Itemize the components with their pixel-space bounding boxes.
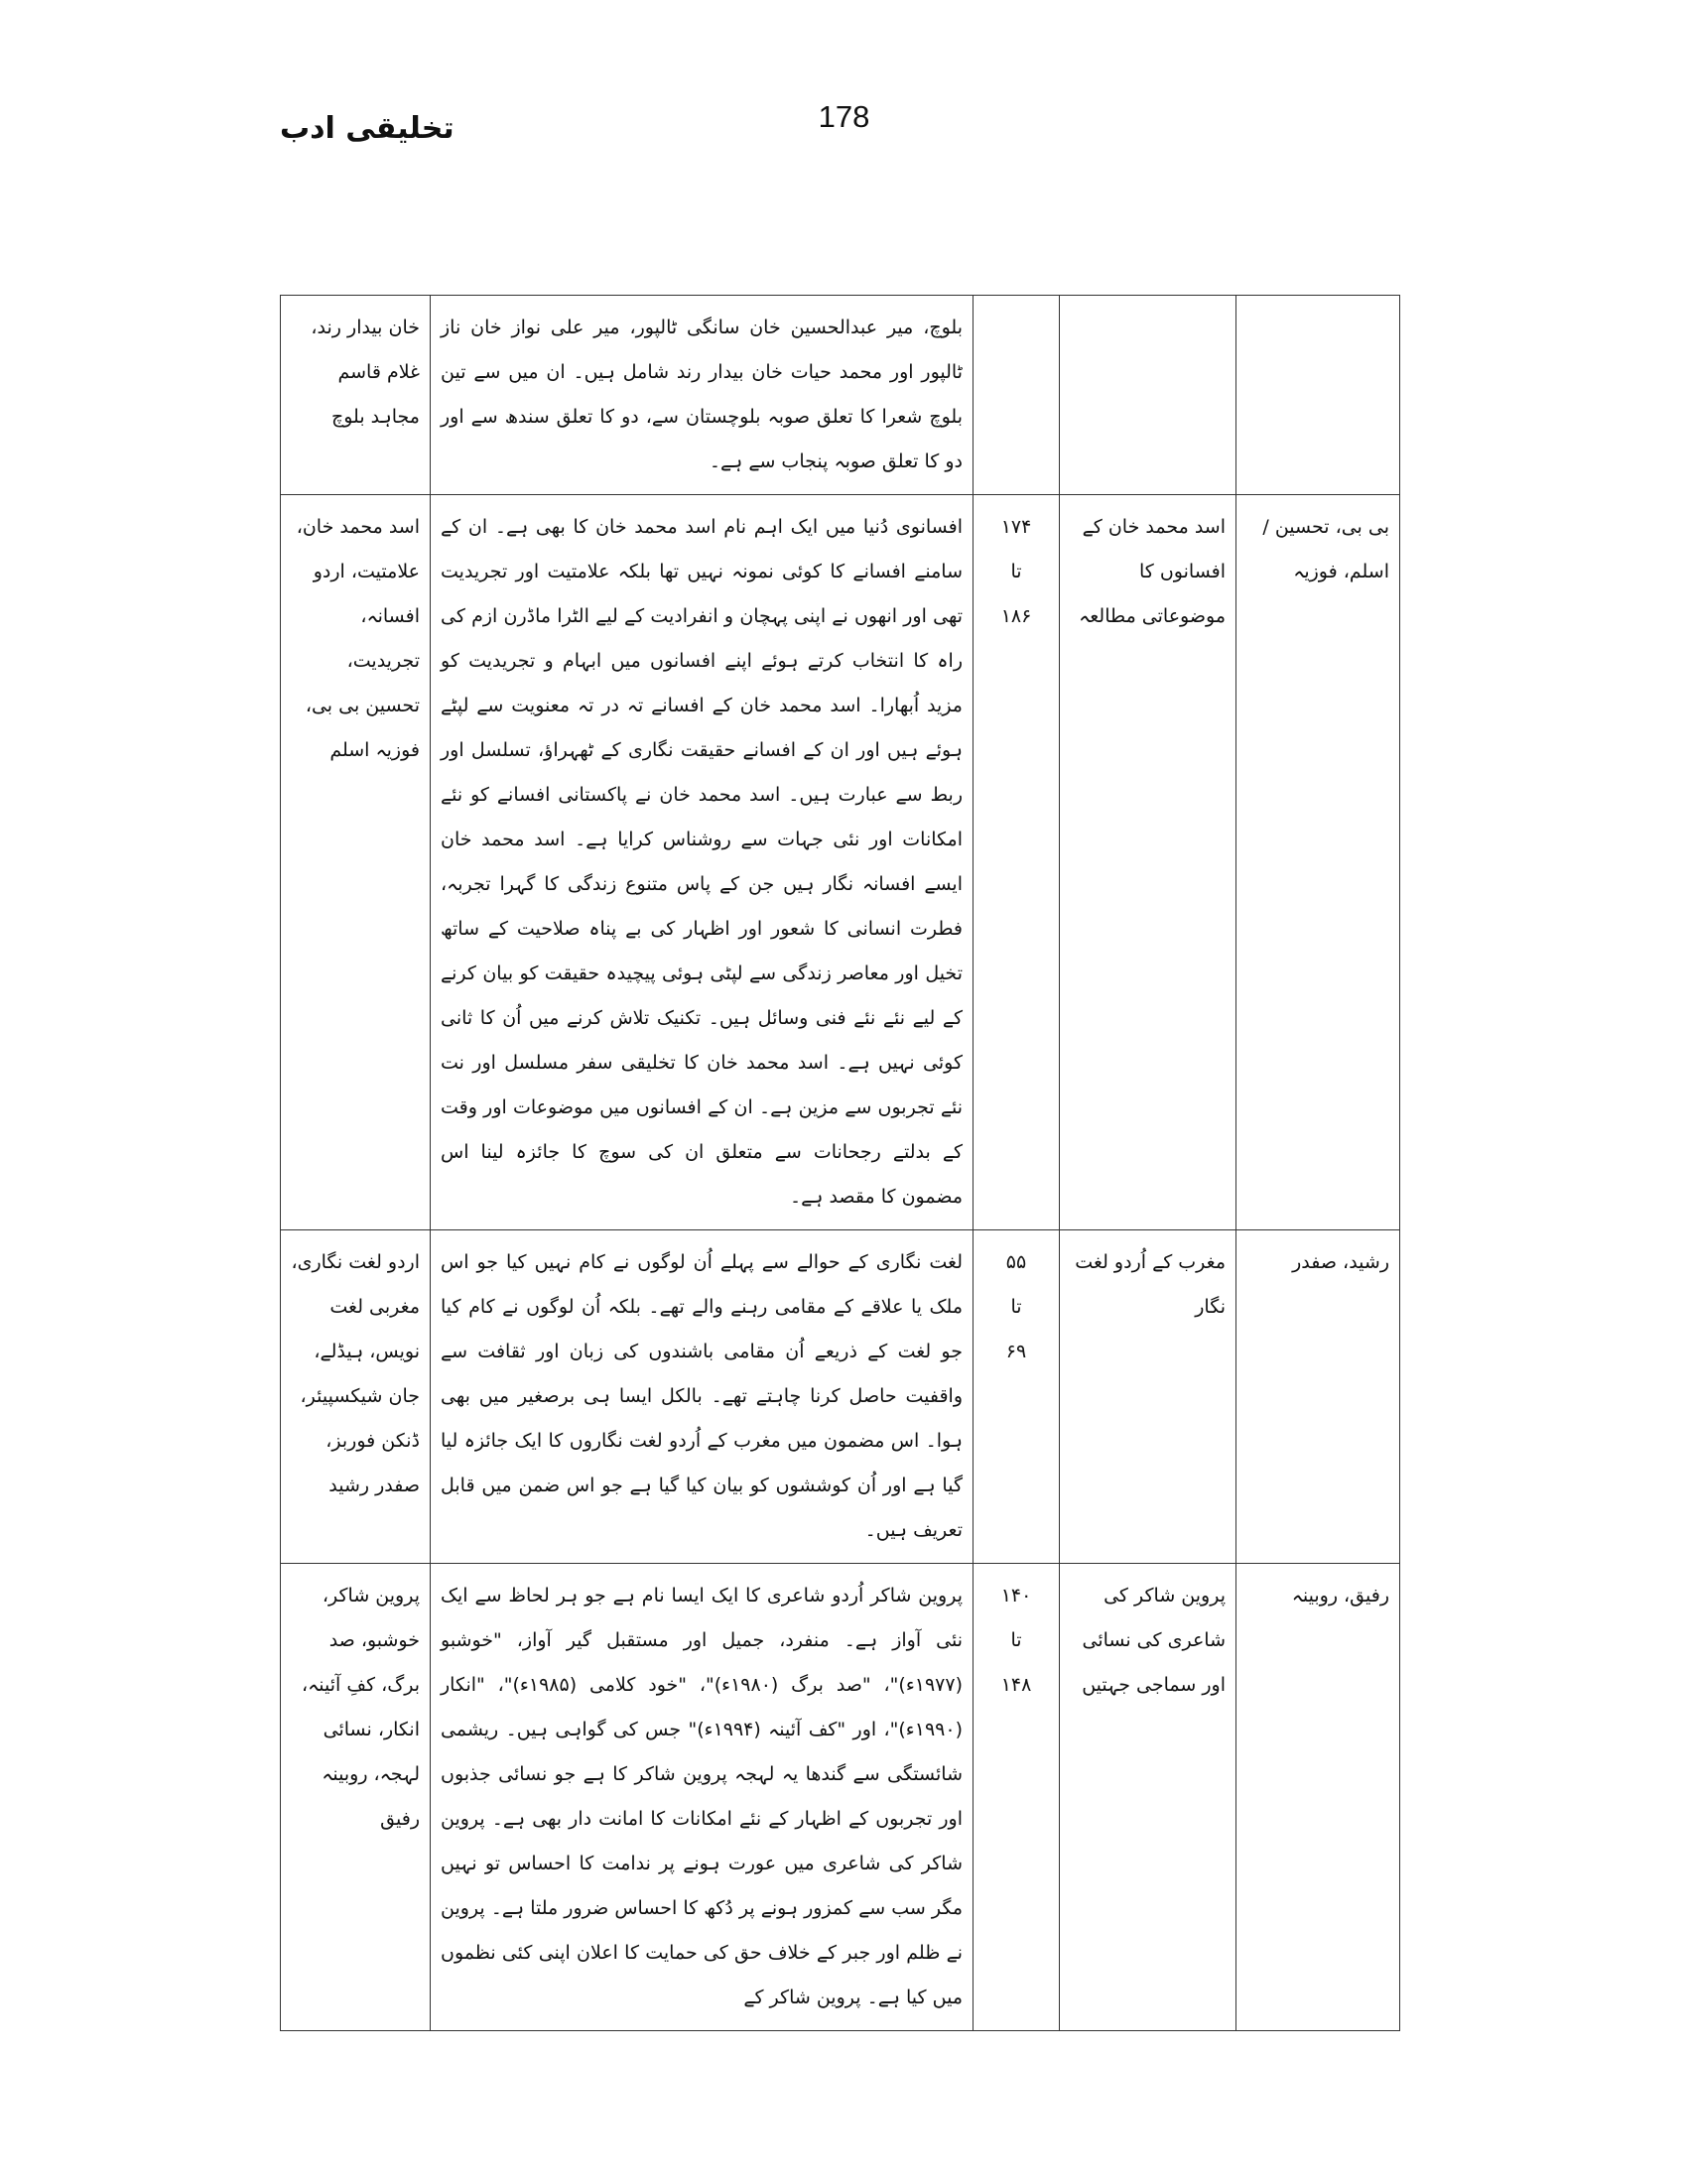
page-range-separator: تا <box>1010 1629 1022 1651</box>
page-range-separator: تا <box>1010 1296 1022 1318</box>
author-cell: رفیق، روبینہ <box>1236 1564 1400 2031</box>
page-range-cell <box>974 1230 1060 1564</box>
summary-cell: پروین شاکر اُردو شاعری کا ایک ایسا نام ہے جو ہر لحاظ سے ایک نئی آواز ہے۔ منفرد، جمیل اور مستقبل گیر آواز، "خوشبو (۱۹۷۷ء)"، "صد برگ (۱۹۸۰ء)"، "خود کلامی (۱۹۸۵ء)"، "انکار (۱۹۹۰ء)"، اور "کف آئینہ (۱۹۹۴ء)" جس کی گواہی ہیں۔ ریشمی شائستگی سے گندھا یہ لہجہ پروین شاکر کا ہے جو نسائی جذبوں اور تجربوں کے اظہار کے نئے امکانات کا امانت دار بھی ہے۔ پروین شاکر کی شاعری میں عورت ہونے پر ندامت کا احساس تو نہیں مگر سب سے کمزور ہونے پر دُکھ کا احساس ضرور ملتا ہے۔ پروین نے ظلم اور جبر کے خلاف حق کی حمایت کا اعلان اپنی کئی نظموں میں کیا ہے۔ پروین شاکر کے <box>431 1564 974 2031</box>
journal-title: تخلیقی ادب <box>280 111 454 146</box>
page-start: ۵۵ <box>1005 1251 1027 1273</box>
author-cell: رشید، صفدر <box>1236 1230 1400 1564</box>
table-row <box>281 495 1400 1230</box>
table-row <box>281 1230 1400 1564</box>
article-title-cell <box>1060 296 1236 495</box>
table-row <box>281 296 1400 495</box>
author-cell: بی بی، تحسین / اسلم، فوزیہ <box>1236 495 1400 1230</box>
keywords-cell: خان بیدار رند، غلام قاسم مجاہد بلوچ <box>281 296 431 495</box>
page-range-cell <box>974 495 1060 1230</box>
page-number: 178 <box>818 99 870 134</box>
article-title-cell: اسد محمد خان کے افسانوں کا موضوعاتی مطالعہ <box>1060 495 1236 1230</box>
keywords-cell: اردو لغت نگاری، مغربی لغت نویس، ہیڈلے، جان شیکسپیئر، ڈنکن فوربز، صفدر رشید <box>281 1230 431 1564</box>
summary-cell: لغت نگاری کے حوالے سے پہلے اُن لوگوں نے کام نہیں کیا جو اس ملک یا علاقے کے مقامی رہنے والے تھے۔ بلکہ اُن لوگوں نے کام کیا جو لغت کے ذریعے اُن مقامی باشندوں کی زبان اور ثقافت سے واقفیت حاصل کرنا چاہتے تھے۔ بالکل ایسا ہی برصغیر میں بھی ہوا۔ اس مضمون میں مغرب کے اُردو لغت نگاروں کا ایک جائزہ لیا گیا ہے اور اُن کوششوں کو بیان کیا گیا ہے جو اس ضمن میں قابل تعریف ہیں۔ <box>431 1230 974 1564</box>
page-end: ۱۸۶ <box>1000 605 1032 627</box>
keywords-cell: اسد محمد خان، علامتیت، اردو افسانہ، تجریدیت، تحسین بی بی، فوزیہ اسلم <box>281 495 431 1230</box>
page-start: ۱۴۰ <box>1000 1585 1032 1606</box>
author-cell <box>1236 296 1400 495</box>
keywords-cell: پروین شاکر، خوشبو، صد برگ، کفِ آئینہ، انکار، نسائی لہجہ، روبینہ رفیق <box>281 1564 431 2031</box>
page-range-separator: تا <box>1010 561 1022 582</box>
article-title-cell: پروین شاکر کی شاعری کی نسائی اور سماجی جہتیں <box>1060 1564 1236 2031</box>
table-row <box>281 1564 1400 2031</box>
summary-cell: بلوچ، میر عبدالحسین خان سانگی ٹالپور، میر علی نواز خان ناز ٹالپور اور محمد حیات خان بیدار رند شامل ہیں۔ ان میں سے تین بلوچ شعرا کا تعلق صوبہ بلوچستان سے، دو کا تعلق سندھ سے اور دو کا تعلق صوبہ پنجاب سے ہے۔ <box>431 296 974 495</box>
article-index-table <box>280 295 1400 2031</box>
page-start: ۱۷۴ <box>1000 516 1032 538</box>
article-title-cell: مغرب کے اُردو لغت نگار <box>1060 1230 1236 1564</box>
summary-cell: افسانوی دُنیا میں ایک اہم نام اسد محمد خان کا بھی ہے۔ ان کے سامنے افسانے کا کوئی نمونہ نہیں تھا بلکہ علامتیت اور تجریدیت تھی اور انھوں نے اپنی پہچان و انفرادیت کے لیے الٹرا ماڈرن ازم کی راہ کا انتخاب کرتے ہوئے اپنے افسانوں میں ابہام و تجریدیت کو مزید اُبھارا۔ اسد محمد خان کے افسانے تہ در تہ معنویت سے لپٹے ہوئے ہیں اور ان کے افسانے حقیقت نگاری کے ٹھہراؤ، تسلسل اور ربط سے عبارت ہیں۔ اسد محمد خان نے پاکستانی افسانے کو نئے امکانات اور نئی جہات سے روشناس کرایا ہے۔ اسد محمد خان ایسے افسانہ نگار ہیں جن کے پاس متنوع زندگی کا گہرا تجربہ، فطرت انسانی کا شعور اور اظہار کی بے پناہ صلاحیت کے ساتھ تخیل اور معاصر زندگی سے لپٹی ہوئی پیچیدہ حقیقت کو بیان کرنے کے لیے نئے نئے فنی وسائل ہیں۔ تکنیک تلاش کرنے میں اُن کا ثانی کوئی نہیں ہے۔ اسد محمد خان کا تخلیقی سفر مسلسل اور نت نئے تجربوں سے مزین ہے۔ ان کے افسانوں میں موضوعات اور وقت کے بدلتے رجحانات سے متعلق ان کی سوچ کا جائزہ لینا اس مضمون کا مقصد ہے۔ <box>431 495 974 1230</box>
page-end: ۱۴۸ <box>1000 1674 1032 1696</box>
page-range-cell <box>974 1564 1060 2031</box>
page-range-cell <box>974 296 1060 495</box>
page-end: ۶۹ <box>1005 1341 1027 1362</box>
